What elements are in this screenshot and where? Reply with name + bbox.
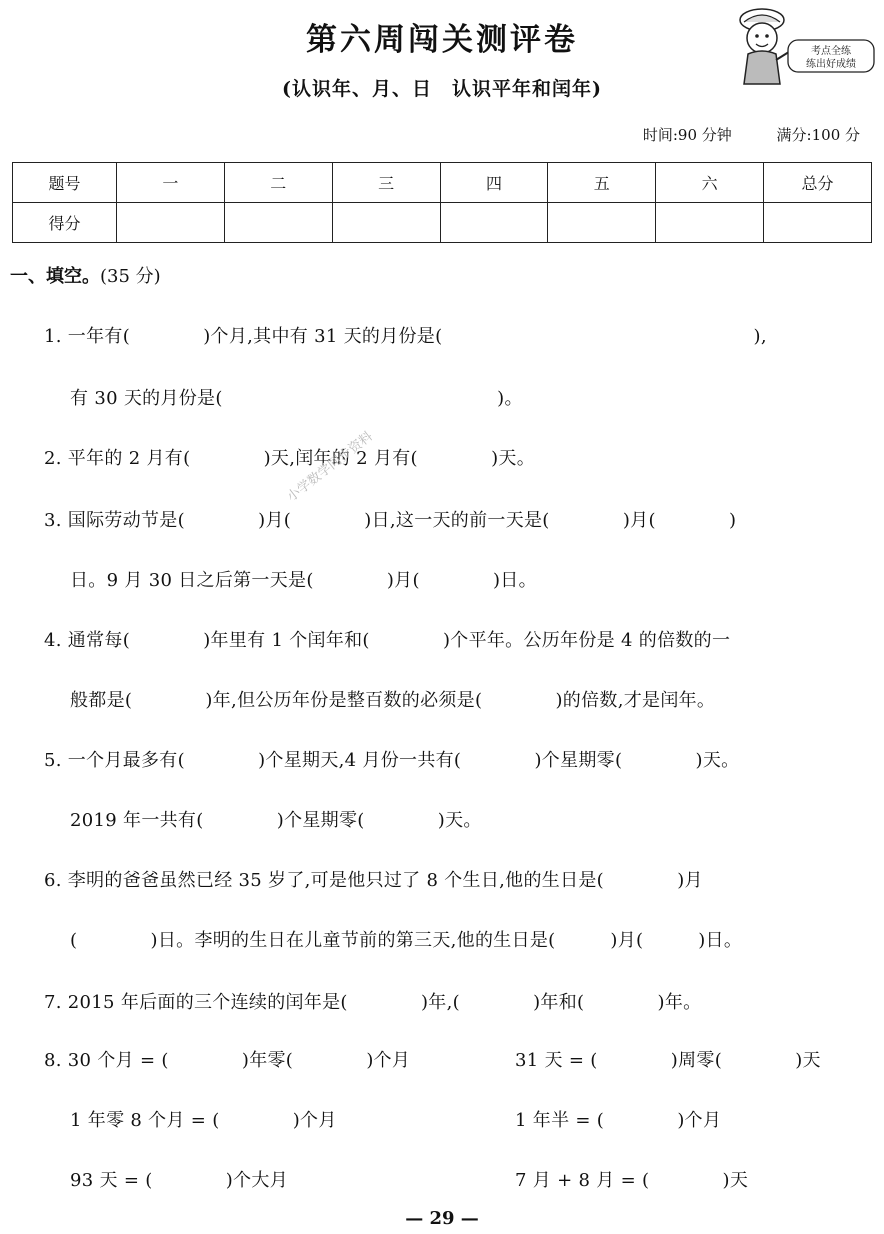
- conversion-left: 1 年零 8 个月 = ( )个月: [70, 1110, 337, 1131]
- conversion-right: 7 月 + 8 月 = ( )天: [515, 1170, 749, 1191]
- section-title: 一、填空。: [10, 266, 100, 287]
- page-subtitle: (认识年、月、日 认识平年和闰年): [282, 78, 602, 100]
- score-cell[interactable]: [656, 203, 764, 243]
- exam-meta: [603, 124, 860, 145]
- score-table-header-row: [13, 163, 872, 203]
- score-table-header-cell: 二: [224, 163, 332, 203]
- score-table-header-cell: 题号: [13, 163, 117, 203]
- score-table-header-cell: 一: [117, 163, 225, 203]
- section-heading: [10, 262, 161, 288]
- time-limit: 时间:90 分钟: [642, 126, 732, 144]
- page-number: — 29 —: [405, 1208, 479, 1229]
- question-line: 6. 李明的爸爸虽然已经 35 岁了,可是他只过了 8 个生日,他的生日是( )月: [44, 870, 703, 891]
- score-table-header-cell: 四: [440, 163, 548, 203]
- mascot-banner-line-1: 考点全练: [811, 46, 851, 57]
- section-points: (35 分): [100, 266, 161, 287]
- score-table-header-cell: 五: [548, 163, 656, 203]
- watermark: 小学数学同步资料: [284, 429, 376, 505]
- score-cell[interactable]: [548, 203, 656, 243]
- conversion-right: 1 年半 = ( )个月: [515, 1110, 722, 1131]
- score-row-label: 得分: [13, 203, 117, 243]
- question-line: 1. 一年有( )个月,其中有 31 天的月份是( ),: [44, 326, 767, 347]
- score-table: [12, 162, 872, 243]
- question-line: ( )日。李明的生日在儿童节前的第三天,他的生日是( )月( )日。: [70, 930, 743, 951]
- score-cell[interactable]: [224, 203, 332, 243]
- score-table-header-cell: 三: [332, 163, 440, 203]
- question-line: 5. 一个月最多有( )个星期天,4 月份一共有( )个星期零( )天。: [44, 750, 740, 771]
- question-line: 7. 2015 年后面的三个连续的闰年是( )年,( )年和( )年。: [44, 992, 702, 1013]
- question-line: 有 30 天的月份是( )。: [70, 388, 523, 409]
- score-table-score-row: [13, 203, 872, 243]
- conversion-left: 93 天 = ( )个大月: [70, 1170, 288, 1191]
- score-table-header-cell: 六: [656, 163, 764, 203]
- conversion-left: 8. 30 个月 = ( )年零( )个月: [44, 1050, 411, 1071]
- full-score: 满分:100 分: [776, 126, 860, 144]
- conversion-right: 31 天 = ( )周零( )天: [515, 1050, 821, 1071]
- question-line: 3. 国际劳动节是( )月( )日,这一天的前一天是( )月( ): [44, 510, 737, 531]
- question-line: 般都是( )年,但公历年份是整百数的必须是( )的倍数,才是闰年。: [70, 690, 716, 711]
- mascot-banner-line-2: 练出好成绩: [806, 59, 856, 70]
- page-title: 第六周闯关测评卷: [306, 22, 578, 58]
- score-cell[interactable]: [332, 203, 440, 243]
- question-line: 4. 通常每( )年里有 1 个闰年和( )个平年。公历年份是 4 的倍数的一: [44, 630, 731, 651]
- score-cell[interactable]: [440, 203, 548, 243]
- score-cell[interactable]: [117, 203, 225, 243]
- mascot-illustration: [730, 4, 880, 90]
- question-line: 2. 平年的 2 月有( )天,闰年的 2 月有( )天。: [44, 448, 535, 469]
- question-line: 2019 年一共有( )个星期零( )天。: [70, 810, 482, 831]
- question-line: 日。9 月 30 日之后第一天是( )月( )日。: [70, 570, 537, 591]
- score-table-header-cell: 总分: [764, 163, 872, 203]
- score-cell[interactable]: [764, 203, 872, 243]
